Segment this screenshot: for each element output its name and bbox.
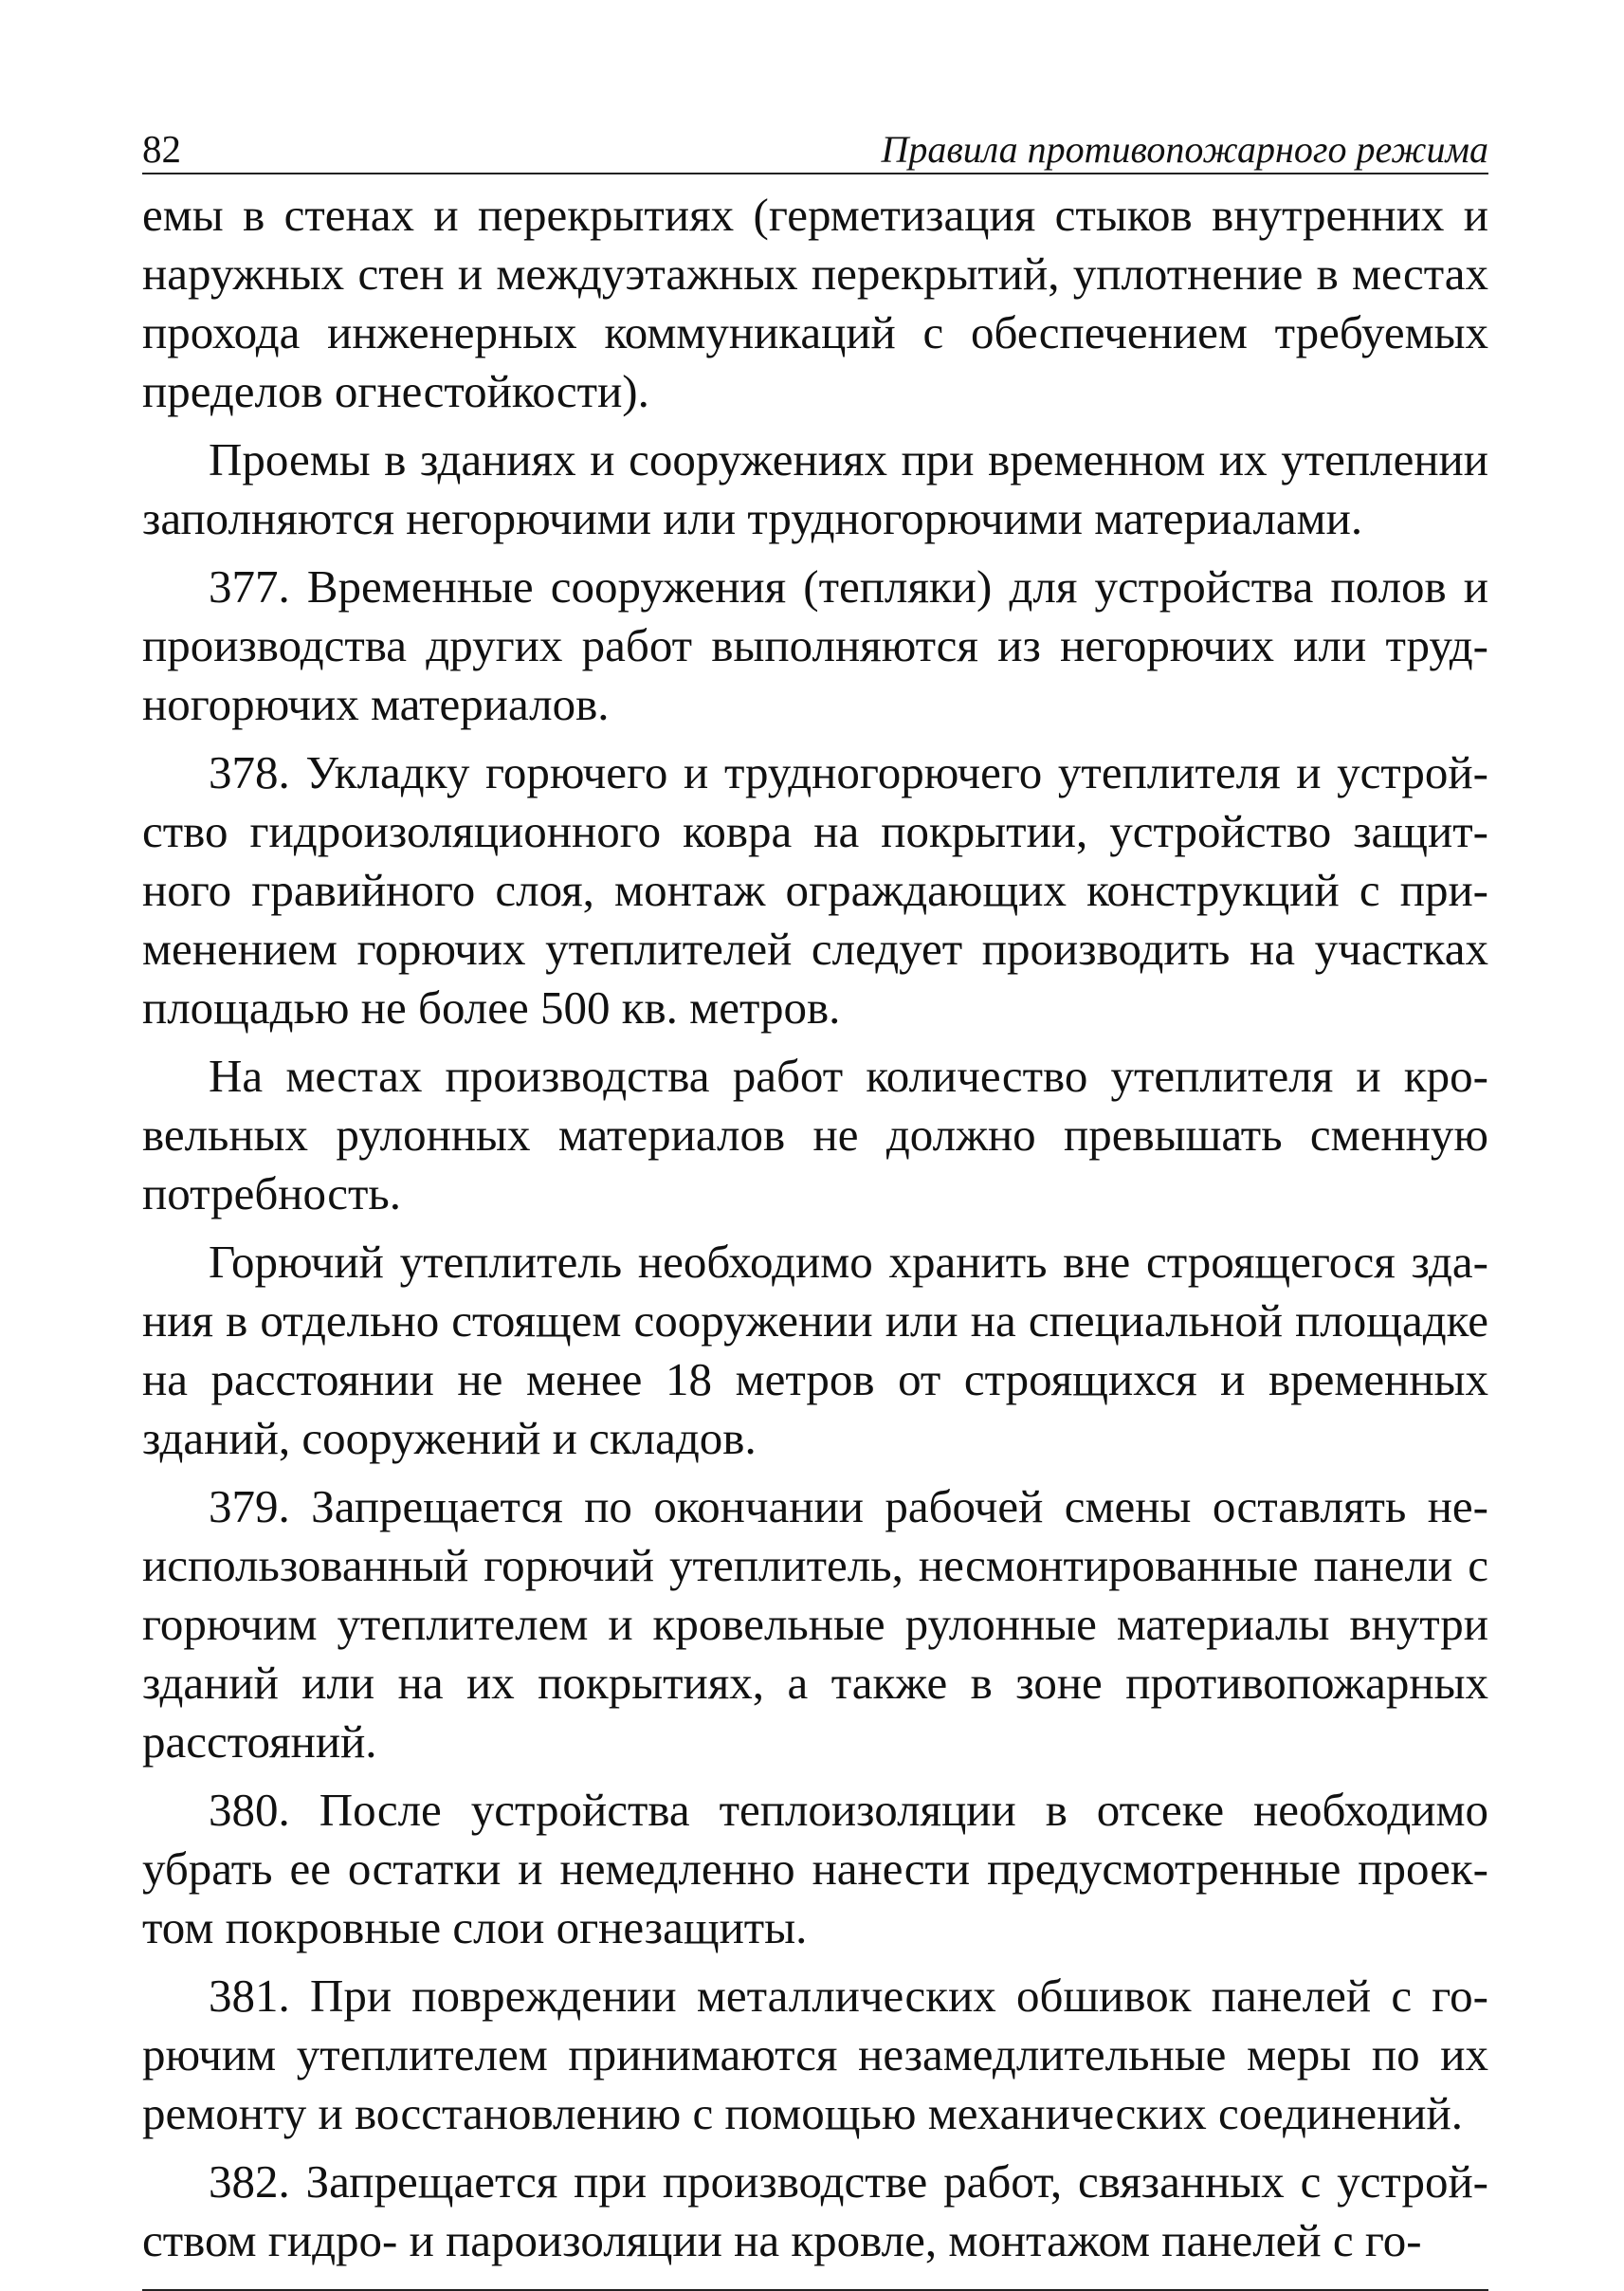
paragraph-380: 380. После устройства теплоизоляции в отсеке необходимо убрать ее остатки и немедленно нанести предусмотренные проектом покровные слои огнезащиты.: [142, 1784, 1488, 1953]
paragraph-378: 378. Укладку горючего и трудногорючего утеплителя и устройство гидроизоляционного ковра на покрытии, устройство защитного гравийного слоя, монтаж ограждающих конструкций с применением горючих утеплителей следует производить на участках площадью не более 500 кв. метров.: [142, 746, 1488, 1034]
paragraph: Проемы в зданиях и сооружениях при временном их утеплении заполняются негорючими или трудногорючими материалами.: [142, 433, 1488, 544]
paragraph-379: 379. Запрещается по окончании рабочей смены оставлять неиспользованный горючий утеплитель, несмонтированные панели с горючим утеплителем и кровельные рулонные материалы внутри зданий или на их покрытиях, а также в зоне противопожарных расстояний.: [142, 1480, 1488, 1768]
page-number: 82: [142, 127, 181, 171]
paragraph: Горючий утеплитель необходимо хранить вне строящегося здания в отдельно стоящем сооружении или на специальной площадке на расстоянии не менее 18 метров от строящихся и временных зданий, сооружений и складов.: [142, 1236, 1488, 1464]
body-text: [142, 186, 1488, 2270]
book-page: [142, 112, 1488, 2291]
paragraph: На местах производства работ количество утеплителя и кровельных рулонных материалов не должно превышать сменную потребность.: [142, 1050, 1488, 1219]
running-head: [142, 112, 1488, 174]
paragraph-381: 381. При повреждении металлических обшивок панелей с горючим утеплителем принимаются незамедлительные меры по их ремонту и восстановлению с помощью механических соединений.: [142, 1970, 1488, 2139]
paragraph-continuation: емы в стенах и перекрытиях (герметизация стыков внутренних и наружных стен и междуэтажных перекрытий, уплотнение в местах прохода инженерных коммуникаций с обеспечением требуемых пределов огнестойкости).: [142, 189, 1488, 417]
paragraph-382: 382. Запрещается при производстве работ, связанных с устройством гидро- и пароизоляции на кровле, монтажом панелей с го-: [142, 2155, 1488, 2266]
running-title: Правила противопожарного режима: [881, 128, 1488, 171]
paragraph-377: 377. Временные сооружения (тепляки) для устройства полов и производства других работ выполняются из негорючих или трудногорючих материалов.: [142, 560, 1488, 730]
